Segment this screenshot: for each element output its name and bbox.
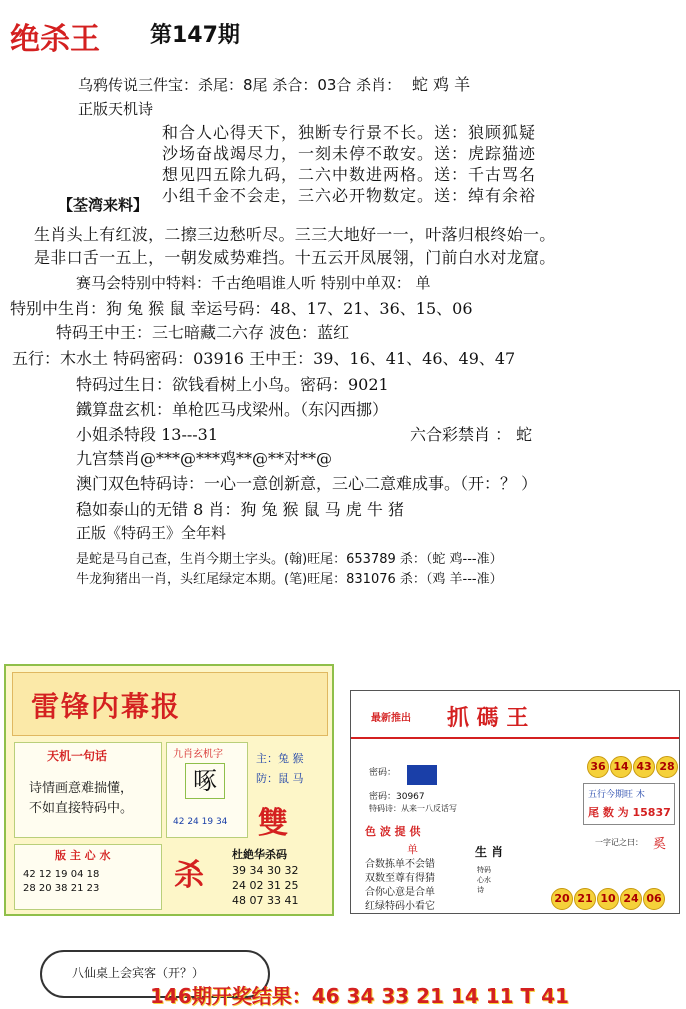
special-zodiac-line: 特别中生肖：狗 兔 猴 鼠 幸运号码：48、17、21、36、15、06	[10, 299, 473, 318]
heart-nums-1: 42 12 19 04 18	[23, 869, 100, 880]
tianji-text-1: 诗情画意难揣懂，	[29, 781, 134, 796]
double-char: 雙	[258, 806, 288, 841]
page-title: 绝杀王	[10, 22, 100, 57]
right-char: 奚	[653, 837, 667, 852]
taiwan-line-2: 是非口舌一五上，一朝发威势难挡。十五云开凤展翎，门前白水对龙窟。	[34, 248, 556, 267]
kill-row-1: 39 34 30 32	[232, 864, 299, 877]
verse-2: 双数至尊有得猜	[365, 873, 435, 884]
top-number: 14	[610, 756, 632, 778]
bottom-number: 06	[643, 888, 665, 910]
leifeng-header	[12, 672, 328, 736]
zhuamawang-title: 抓 碼 王	[447, 705, 529, 731]
section-taiwan: 【荃湾来料】	[58, 196, 149, 214]
color-value: 单	[407, 843, 418, 856]
bottom-number: 24	[620, 888, 642, 910]
pwd-label: 密码：	[369, 768, 397, 778]
heart-box	[14, 844, 162, 910]
top-number: 36	[587, 756, 609, 778]
wuxing-box	[583, 783, 675, 825]
title-divider	[351, 737, 679, 739]
birthday-line: 特码过生日：欲钱看树上小鸟。密码：9021	[76, 375, 389, 394]
wuxing-line: 五行：木水土 特码密码：03916 王中王：39、16、41、46、49、47	[12, 349, 516, 368]
new-release: 最新推出	[371, 713, 411, 724]
logo-icon	[407, 765, 437, 785]
kill-row-2: 24 02 31 25	[232, 879, 299, 892]
nine-palace-line: 九宫禁肖@***@***鸡**@**对**@	[76, 449, 333, 468]
right-note: 一字记之曰：	[595, 838, 643, 847]
crow-legend-zodiacs: 蛇 鸡 羊	[411, 75, 471, 94]
tianji-label: 天机一句话	[47, 749, 108, 763]
taiwan-line-1: 生肖头上有红波，二擦三边愁听尽。三三大地好一一，叶落归根终始一。	[34, 225, 556, 244]
nine-zodiac-box	[166, 742, 248, 838]
heart-label: 版 主 心 水	[55, 849, 111, 862]
miss-kill-line: 小姐杀特段 13---31	[76, 425, 219, 444]
tianji-box	[14, 742, 162, 838]
poem-line-4: 小组千金不会走，三六必开物数定。送：绰有余裕	[162, 186, 537, 205]
leifeng-panel	[4, 664, 334, 916]
nine-zodiac-nums: 42 24 19 34	[173, 817, 228, 827]
zodiac-sub: 特码心水诗	[477, 866, 491, 894]
color-label: 色 波 提 供	[365, 825, 421, 838]
crow-legend-text: 乌鸦传说三件宝：杀尾：8尾 杀合：03合 杀肖：	[78, 76, 402, 94]
bottom-number: 21	[574, 888, 596, 910]
annual-line-1: 是蛇是马自己查，生肖今期土字头。(翰)旺尾：653789 杀：（蛇 鸡---准）	[76, 552, 503, 567]
poem-title: 正版天机诗	[78, 100, 154, 118]
bottom-number-row	[551, 887, 666, 910]
top-number: 28	[656, 756, 678, 778]
issue-number: 第147期	[150, 23, 240, 48]
abacus-line: 鐵算盘玄机：单枪匹马戌梁州。（东闪西挪）	[76, 400, 389, 419]
riddle-text: 八仙桌上会宾客（开？）	[72, 966, 205, 980]
poem-line-2: 沙场奋战竭尽力，一刻未停不敢安。送：虎踪猫迹	[162, 144, 537, 163]
verse-3: 合你心意是合单	[365, 887, 435, 898]
six-he-line: 六合彩禁肖 ： 蛇	[410, 425, 533, 444]
guard-zodiac: 防：鼠 马	[256, 772, 304, 785]
poem-line-3: 想见四五除九码，二六中数进两格。送：千古骂名	[162, 165, 537, 184]
kill-label: 杜絶华杀码	[232, 848, 287, 861]
kill-row-3: 48 07 33 41	[232, 894, 299, 907]
zodiac-label: 生 肖	[475, 845, 504, 859]
crow-legend-line	[78, 72, 470, 95]
nine-zodiac-label: 九肖玄机字	[173, 749, 223, 760]
king-line: 特码王中王：三七暗藏二六存 波色：蓝红	[56, 323, 350, 342]
nine-zodiac-char: 啄	[185, 763, 225, 799]
annual-line-2: 牛龙狗猪出一肖，头红尾绿定本期。(笔)旺尾：831076 杀：（鸡 羊---准）	[76, 572, 503, 587]
horse-race-line: 赛马会特别中特料：千古绝唱谁人听 特别中单双： 单	[76, 274, 431, 292]
macau-line: 澳门双色特码诗：一心一意创新意，三心二意难成事。（开：？ ）	[76, 474, 538, 493]
bottom-number: 10	[597, 888, 619, 910]
tianji-text-2: 不如直接特码中。	[29, 801, 134, 816]
kill-char: 杀	[174, 858, 204, 893]
pwd-number: 密码：30967	[369, 792, 425, 802]
verse-4: 红绿特码小看它	[365, 901, 435, 912]
annual-title: 正版《特码王》全年料	[76, 524, 227, 542]
top-number-row	[587, 755, 679, 778]
leifeng-title: 雷锋内幕报	[31, 690, 182, 723]
tail-text: 尾 数 为 15837	[588, 806, 671, 819]
heart-nums-2: 28 20 38 21 23	[23, 883, 100, 894]
main-zodiac: 主：兔 猴	[256, 752, 304, 765]
zhuamawang-panel	[350, 690, 680, 914]
verse-1: 合数拣单不会错	[365, 859, 435, 870]
previous-result: 146期开奖结果：46 34 33 21 14 11 T 41	[150, 984, 569, 1008]
special-poem: 特码诗：从来一八反话写	[369, 804, 457, 813]
poem-line-1: 和合人心得天下，独断专行景不长。送：狼顾狐疑	[162, 123, 537, 142]
bottom-number: 20	[551, 888, 573, 910]
top-number: 43	[633, 756, 655, 778]
eight-zodiac-line: 稳如泰山的无错 8 肖：狗 兔 猴 鼠 马 虎 牛 猪	[76, 500, 404, 519]
wuxing-text: 五行今期旺 木	[588, 790, 645, 800]
